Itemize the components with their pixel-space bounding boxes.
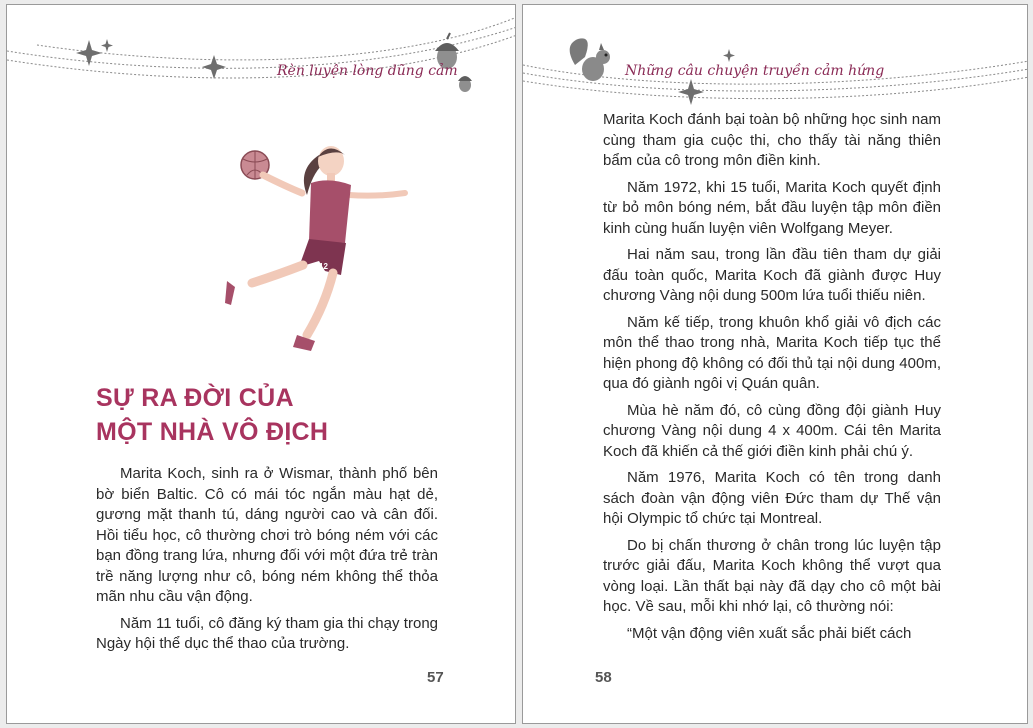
page-number-right: 58: [595, 669, 612, 686]
right-header-ornament: [523, 5, 1028, 115]
right-running-header: Những câu chuyện truyền cảm hứng: [625, 63, 885, 79]
left-body-text: [96, 464, 438, 661]
jersey-number: 12: [319, 262, 328, 271]
paragraph: Năm 1972, khi 15 tuổi, Marita Koch quyết định từ bỏ môn bóng ném, bắt đầu luyện tập môn điền kinh cùng huấn luyện viên Wolfgang Meyer.: [603, 178, 941, 237]
paragraph: Marita Koch, sinh ra ở Wismar, thành phố bên bờ biển Baltic. Cô có mái tóc ngắn màu hạt dẻ, gương mặt thanh tú, dáng người cao và cân đối. Hồi tiểu học, cô thường chơi trò bóng ném với các bạn đồng trang lứa, nhưng đối với một đứa trẻ tràn trề năng lượng như cô, bóng ném không thể thỏa mãn nhu cầu vận động.: [96, 465, 438, 605]
right-page: [522, 4, 1028, 724]
sparkle-star-icon: [76, 39, 226, 79]
right-body-text: [603, 110, 941, 650]
paragraph: Năm kế tiếp, trong khuôn khổ giải vô địch các môn thể thao trong nhà, Marita Koch tiếp tục thể hiện phong độ không có đối thủ tại nội dung 400m, qua đó giành ngôi vị Quán quân.: [603, 313, 941, 392]
paragraph: Do bị chấn thương ở chân trong lúc luyện tập trước giải đấu, Marita Koch không thể vượt qua vòng loại. Lần thất bại này đã dạy cho cô một bài học. Về sau, mỗi khi nhớ lại, cô thường nói:: [603, 536, 941, 615]
left-page: [6, 4, 516, 724]
paragraph: “Một vận động viên xuất sắc phải biết cách: [627, 624, 912, 642]
left-header-ornament: [7, 5, 516, 115]
page-number-left: 57: [427, 669, 444, 686]
paragraph: Mùa hè năm đó, cô cùng đồng đội giành Huy chương Vàng nội dung 4 x 400m. Cái tên Marita Koch đã khiến cả thế giới điền kinh phải chú ý.: [603, 401, 941, 460]
chapter-title-line: SỰ RA ĐỜI CỦA: [96, 384, 294, 412]
paragraph: Năm 11 tuổi, cô đăng ký tham gia thi chạy trong Ngày hội thể dục thể thao của trường.: [96, 614, 438, 652]
paragraph: Năm 1976, Marita Koch có tên trong danh sách đoàn vận động viên Đức tham dự Thế vận hội Olympic tổ chức tại Montreal.: [603, 469, 941, 527]
squirrel-icon: [570, 38, 610, 81]
paragraph: Marita Koch đánh bại toàn bộ những học sinh nam cùng tham gia cuộc thi, cho thấy tài năng thiên bẩm của cô trong môn điền kinh.: [603, 111, 941, 169]
chapter-title-line: MỘT NHÀ VÔ ĐỊCH: [96, 418, 329, 446]
paragraph: Hai năm sau, trong lần đầu tiên tham dự giải đấu toàn quốc, Marita Koch đã giành được Huy chương Vàng nội dung 500m lứa tuổi thiếu niên.: [603, 246, 941, 304]
handball-player-illustration: [207, 135, 417, 360]
chapter-title: [96, 381, 328, 449]
left-running-header: Rèn luyện lòng dũng cảm: [277, 63, 458, 79]
